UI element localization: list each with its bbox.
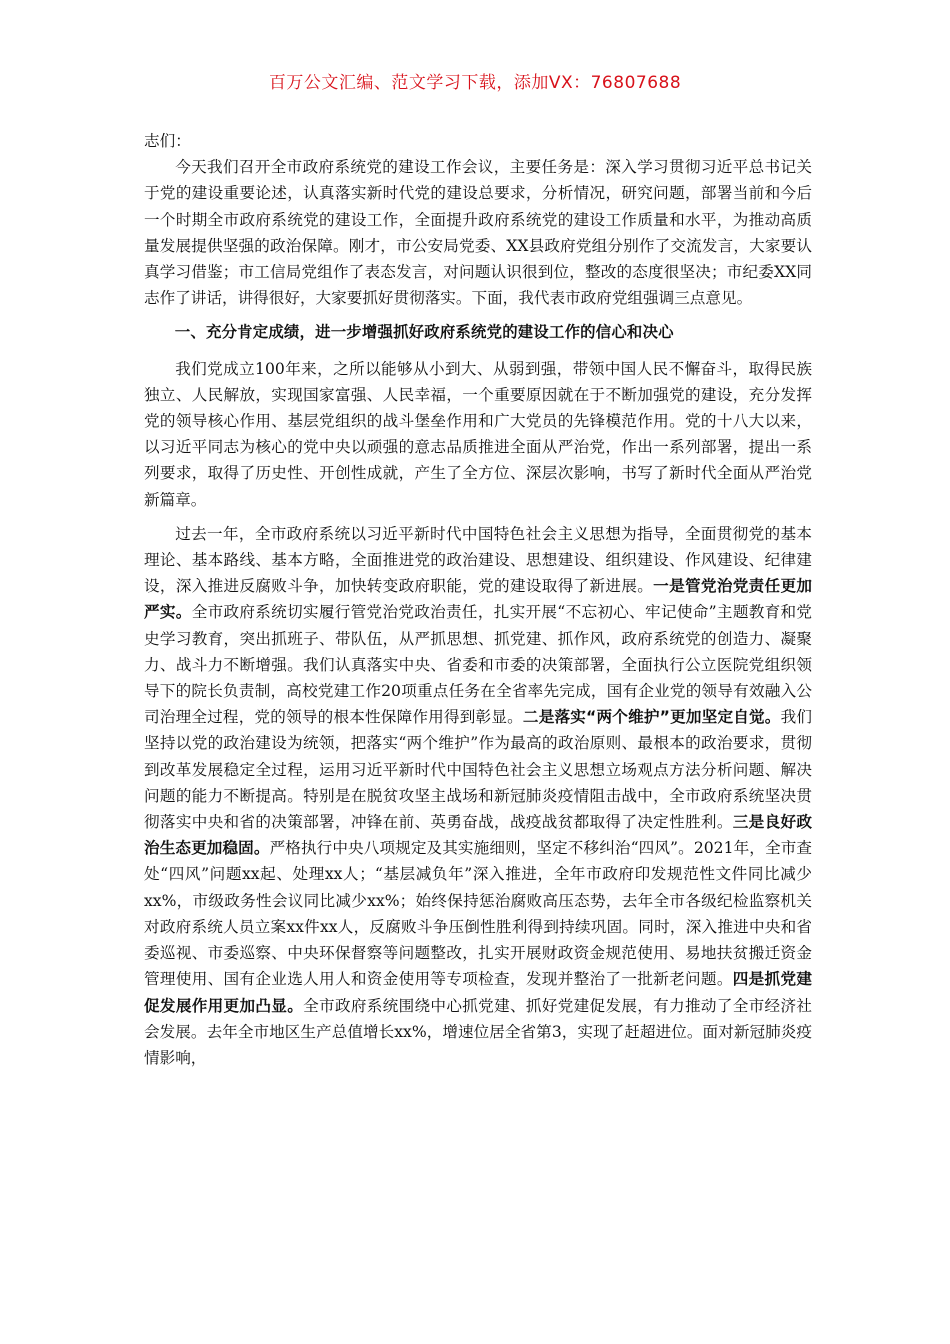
p2-text-4: 严格执行中央八项规定及其实施细则，坚定不移纠治“四风”。2021年，全市查处“四风”问题xx起、处理xx人；“基层减负年”深入推进，全年市政府印发规范性文件同比减少xx%，市级政务性会议同比减少xx%；始终保持惩治腐败高压态势，去年全市各级纪检监察机关对政府系统人员立案xx件xx人，反腐败斗争压倒性胜利得到持续巩固。同时，深入推进中央和省委巡视、市委巡察、中央环保督察等问题整改，扎实开展财政资金规范使用、易地扶贫搬迁资金管理使用、国有企业选人用人和资金使用等专项检查，发现并整治了一批新老问题。: [144, 839, 812, 989]
paragraph-last-year: [144, 521, 812, 1071]
p2-text-3: 我们坚持以党的政治建设为统领，把落实“两个维护”作为最高的政治原则、最根本的政治要求，贯彻到改革发展稳定全过程，运用习近平新时代中国特色社会主义思想立场观点方法分析问题、解决问题的能力不断提高。特别是在脱贫攻坚主战场和新冠肺炎疫情阻击战中，全市政府系统坚决贯彻落实中央和省的决策部署，冲锋在前、英勇奋战，战疫战贫都取得了决定性胜利。: [144, 708, 812, 832]
document-body: [144, 128, 812, 1079]
salutation: 志们：: [144, 132, 191, 150]
intro-paragraph: 今天我们召开全市政府系统党的建设工作会议，主要任务是：深入学习贯彻习近平总书记关于党的建设重要论述，认真落实新时代党的建设总要求，分析情况，研究问题，部署当前和今后一个时期全市政府系统党的建设工作，全面提升政府系统党的建设工作质量和水平，为推动高质量发展提供坚强的政治保障。刚才，市公安局党委、XX县政府党组分别作了交流发言，大家要认真学习借鉴；市工信局党组作了表态发言，对问题认识很到位，整改的态度很坚决；市纪委XX同志作了讲话，讲得很好，大家要抓好贯彻落实。下面，我代表市政府党组强调三点意见。: [144, 158, 812, 308]
p2-bold-point-4: 四是抓党建促发展作用更加凸显。: [144, 970, 812, 1015]
header-banner: 百万公文汇编、范文学习下载，添加VX：76807688: [268, 73, 682, 93]
p2-text-1: 过去一年，全市政府系统以习近平新时代中国特色社会主义思想为指导，全面贯彻党的基本理论、基本路线、基本方略，全面推进党的政治建设、思想建设、组织建设、作风建设、纪律建设，深入推进反腐败斗争，加快转变政府职能，党的建设取得了新进展。: [144, 524, 812, 596]
p2-text-5: 全市政府系统围绕中心抓党建、抓好党建促发展，有力推动了全市经济社会发展。去年全市地区生产总值增长xx%，增速位居全省第3，实现了赶超进位。面对新冠肺炎疫情影响，: [144, 996, 812, 1067]
p2-bold-point-3: 三是良好政治生态更加稳固。: [144, 813, 812, 858]
section-heading: 一、充分肯定成绩，进一步增强抓好政府系统党的建设工作的信心和决心: [174, 323, 674, 342]
paragraph-history: 我们党成立100年来，之所以能够从小到大、从弱到强，带领中国人民不懈奋斗，取得民族独立、人民解放，实现国家富强、人民幸福，一个重要原因就在于不断加强党的建设，充分发挥党的领导核心作用、基层党组织的战斗堡垒作用和广大党员的先锋模范作用。党的十八大以来，以习近平同志为核心的党中央以顽强的意志品质推进全面从严治党，作出一系列部署，提出一系列要求，取得了历史性、开创性成就，产生了全方位、深层次影响，书写了新时代全面从严治党新篇章。: [144, 359, 812, 509]
p2-text-2: 全市政府系统切实履行管党治党政治责任，扎实开展“不忘初心、牢记使命”主题教育和党史学习教育，突出抓班子、带队伍，从严抓思想、抓党建、抓作风，政府系统党的创造力、凝聚力、战斗力不断增强。我们认真落实中央、省委和市委的决策部署，全面执行公立医院党组织领导下的院长负责制，高校党建工作20项重点任务在全省率先完成，国有企业党的领导有效融入公司治理全过程，党的领导的根本性保障作用得到彰显。: [144, 603, 812, 727]
p2-bold-point-2: 二是落实“两个维护”更加坚定自觉。: [522, 708, 781, 727]
p2-bold-point-1: 一是管党治党责任更加严实。: [144, 577, 812, 622]
